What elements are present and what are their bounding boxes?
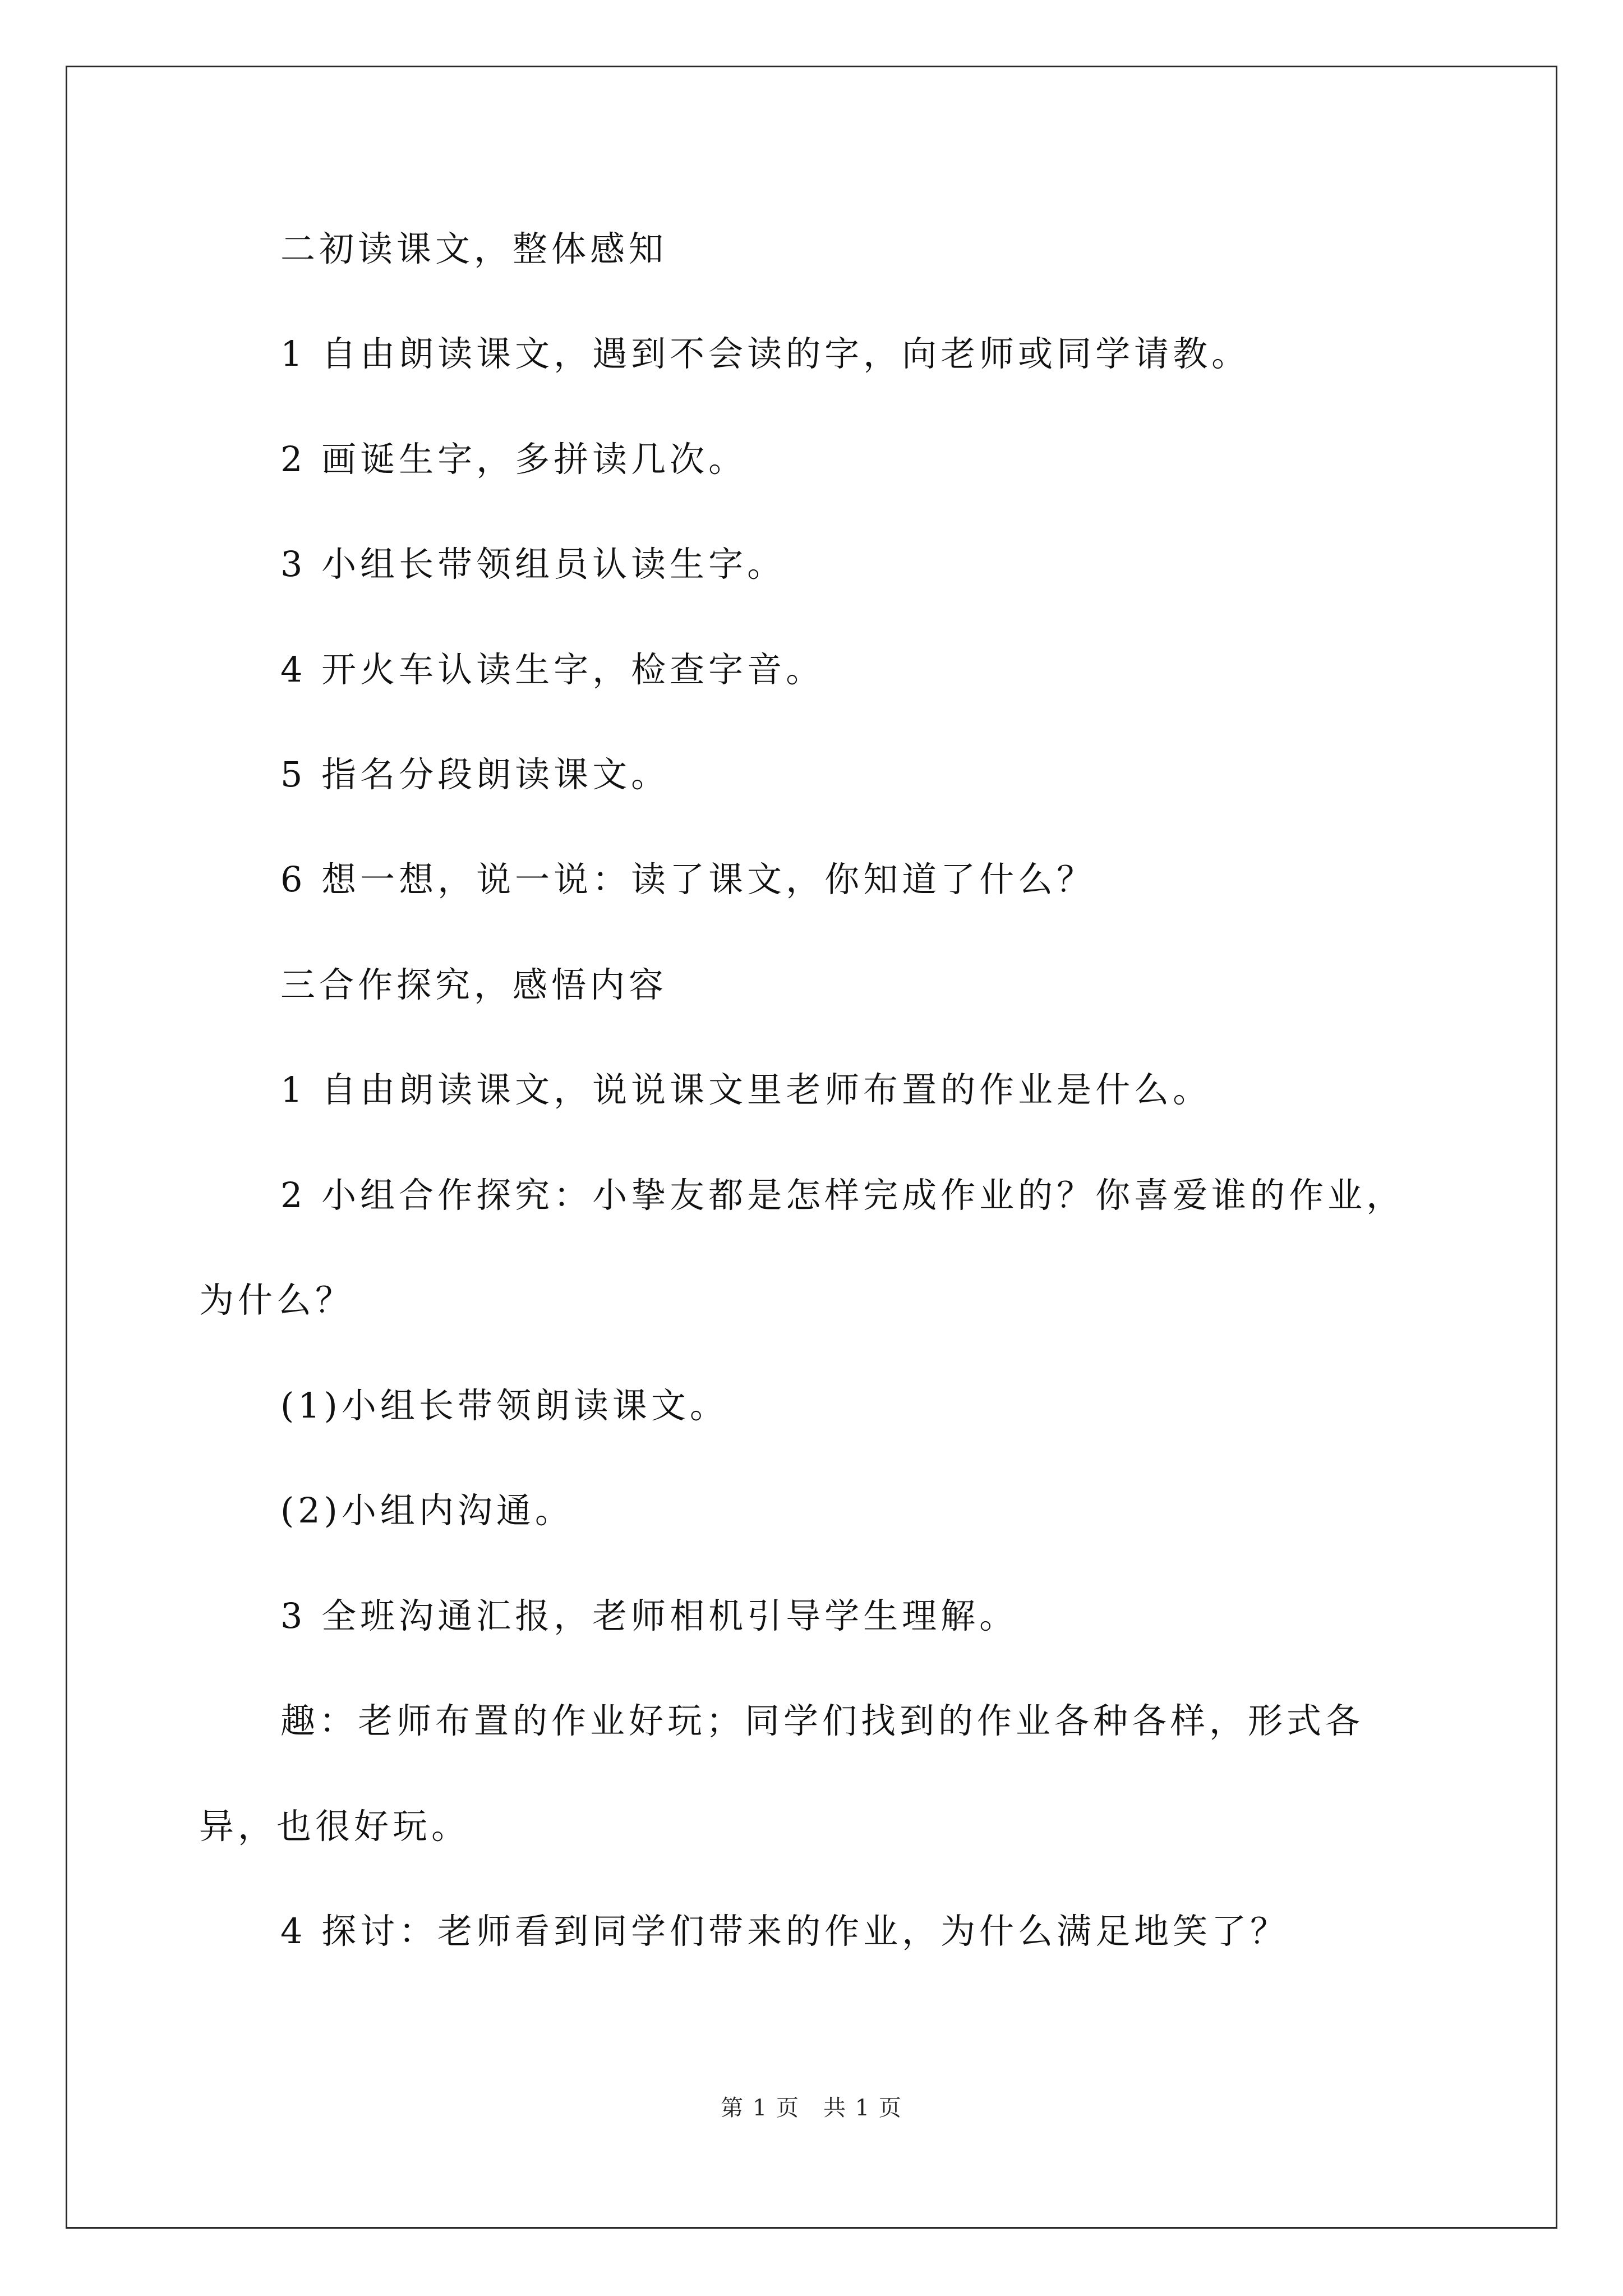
heading-section-2: 二初读课文，整体感知 [280,228,668,269]
heading-section-3: 三合作探究，感悟内容 [280,964,668,1005]
paragraph-item: 4 开火车认读生字，检查字音。 [280,649,825,690]
paragraph-continuation: 为什么？ [199,1280,354,1320]
paragraph-item: 1 自由朗读课文，说说课文里老师布置的作业是什么。 [280,1069,1212,1110]
paragraph-item: (2)小组内沟通。 [280,1490,574,1531]
paragraph-item: 6 想一想，说一说：读了课文，你知道了什么？ [280,859,1096,900]
paragraph-item: 趣：老师布置的作业好玩；同学们找到的作业各种各样，形式各 [280,1700,1364,1741]
paragraph-item: (1)小组长带领朗读课文。 [280,1385,728,1426]
paragraph-item: 5 指名分段朗读课文。 [280,754,670,795]
paragraph-item: 4 探讨：老师看到同学们带来的作业，为什么满足地笑了？ [280,1911,1289,1952]
page-footer: 第 1 页 共 1 页 [721,2095,902,2121]
paragraph-continuation: 异，也很好玩。 [199,1806,471,1847]
paragraph-item: 3 小组长带领组员认读生字。 [280,544,786,585]
paragraph-item: 3 全班沟通汇报，老师相机引导学生理解。 [280,1595,1018,1636]
page-border [66,66,1557,2229]
paragraph-item: 1 自由朗读课文，遇到不会读的字，向老师或同学请教。 [280,333,1251,374]
paragraph-item: 2 画诞生字，多拼读几次。 [280,439,748,480]
paragraph-item: 2 小组合作探究：小挚友都是怎样完成作业的？你喜爱谁的作业， [280,1175,1405,1216]
